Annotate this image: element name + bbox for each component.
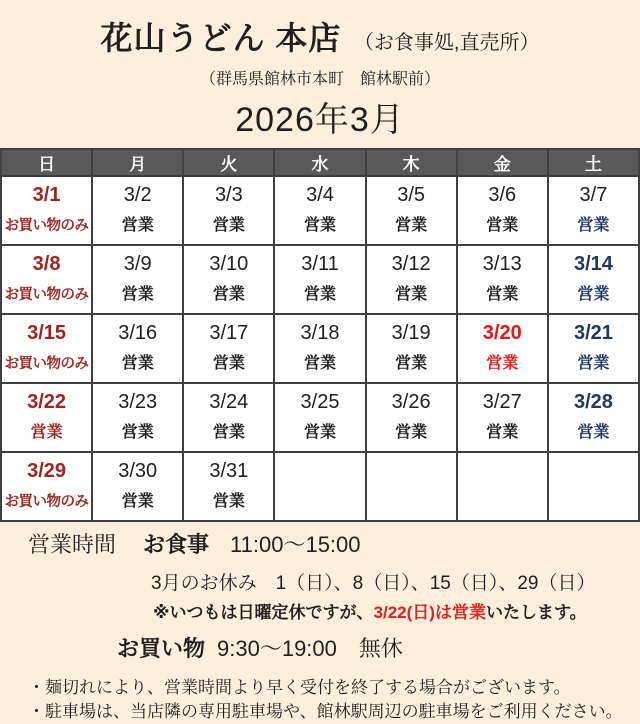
cell-status: お買い物のみ — [4, 494, 89, 510]
calendar-cell — [366, 452, 457, 521]
note-suffix: いたします。 — [485, 603, 587, 622]
cell-status: 営業 — [212, 286, 245, 303]
calendar-cell — [366, 314, 457, 383]
calendar-cell — [92, 452, 183, 521]
calendar-cell — [457, 314, 548, 383]
cell-date: 3/13 — [482, 253, 522, 275]
cell-date: 3/4 — [306, 184, 334, 206]
store-title-suffix: （お食事処,直売所） — [353, 32, 540, 54]
cell-status: 営業 — [212, 217, 245, 234]
weekday-header: 金 — [457, 149, 548, 176]
cell-date: 3/23 — [118, 391, 158, 413]
calendar-cell — [92, 176, 183, 245]
cell-status: 営業 — [121, 217, 154, 234]
cell-date: 3/11 — [301, 253, 339, 275]
calendar-cell — [548, 314, 639, 383]
weekday-header: 火 — [183, 149, 274, 176]
cell-status: 営業 — [303, 217, 336, 234]
calendar-cell — [274, 452, 365, 521]
cell-status: 営業 — [303, 286, 336, 303]
note-bullet: ・駐車場は、当店隣の専用駐車場や、館林駅周辺の駐車場をご利用ください。 — [28, 702, 623, 721]
cell-date: 3/8 — [32, 253, 61, 275]
calendar-cell — [183, 176, 274, 245]
calendar-cell — [548, 176, 639, 245]
cell-status: 営業 — [577, 286, 610, 303]
calendar-cell — [183, 245, 274, 314]
cell-date: 3/29 — [27, 460, 67, 482]
calendar-cell — [1, 452, 92, 521]
cell-date: 3/30 — [118, 460, 158, 482]
cell-status: お買い物のみ — [4, 356, 89, 372]
cell-date: 3/14 — [573, 253, 613, 275]
cell-status: 営業 — [577, 424, 610, 441]
calendar-cell — [1, 176, 92, 245]
calendar-cell — [457, 176, 548, 245]
month-title: 2026年3月 — [235, 101, 405, 139]
cell-status: 営業 — [395, 286, 428, 303]
info-section — [0, 528, 640, 724]
meal-label: お食事 — [143, 532, 210, 557]
cell-date: 3/9 — [123, 253, 152, 275]
cell-status: 営業 — [121, 424, 154, 441]
cell-date: 3/20 — [482, 322, 522, 344]
cell-status: 営業 — [395, 217, 428, 234]
calendar-cell — [92, 383, 183, 452]
cell-status: 営業 — [212, 424, 245, 441]
calendar-cell — [92, 314, 183, 383]
cell-status: 営業 — [212, 493, 245, 510]
cell-date: 3/6 — [488, 184, 517, 206]
calendar-cell — [457, 452, 548, 521]
holidays-line: 3月のお休み 1（日）、8（日）、15（日）、29（日） — [151, 573, 596, 594]
cell-date: 3/21 — [573, 322, 613, 344]
notes-list — [28, 676, 640, 724]
shop-line — [117, 632, 640, 663]
calendar-cell — [366, 383, 457, 452]
calendar-cell — [183, 452, 274, 521]
weekday-header: 日 — [1, 149, 92, 176]
weekday-header: 木 — [366, 149, 457, 176]
calendar-cell — [548, 452, 639, 521]
note-red-text: 3/22(日)は営業 — [373, 603, 486, 622]
cell-date: 3/3 — [214, 184, 243, 206]
cell-status: 営業 — [486, 424, 519, 441]
cell-date: 3/5 — [397, 184, 426, 206]
calendar-cell — [366, 245, 457, 314]
cell-date: 3/27 — [482, 391, 522, 413]
cell-date: 3/16 — [118, 322, 158, 344]
calendar-cell — [274, 383, 365, 452]
weekday-header: 水 — [274, 149, 365, 176]
calendar-cell — [1, 383, 92, 452]
calendar-cell — [1, 245, 92, 314]
cell-status: 営業 — [577, 217, 610, 234]
cell-status: 営業 — [303, 355, 336, 372]
cell-status: 営業 — [212, 355, 245, 372]
calendar-cell — [1, 314, 92, 383]
cell-status: 営業 — [577, 355, 610, 372]
cell-status: 営業 — [303, 424, 336, 441]
cell-status: 営業 — [395, 355, 428, 372]
cell-date: 3/19 — [391, 322, 431, 344]
calendar-cell — [548, 383, 639, 452]
calendar-cell — [366, 176, 457, 245]
store-title-text: 花山うどん 本店 — [100, 20, 342, 56]
calendar-cell — [274, 314, 365, 383]
meal-time: 11:00～15:00 — [230, 532, 361, 557]
cell-date: 3/22 — [27, 391, 67, 413]
calendar-cell — [92, 245, 183, 314]
calendar-cell — [274, 176, 365, 245]
shop-time: 9:30～19:00 無休 — [217, 636, 403, 661]
cell-date: 3/2 — [123, 184, 152, 206]
cell-status: お買い物のみ — [4, 218, 89, 234]
cell-date: 3/31 — [209, 460, 249, 482]
hours-line — [28, 528, 640, 559]
note-bullet: ・麺切れにより、営業時間より早く受付を終了する場合がございます。 — [28, 678, 571, 697]
cell-date: 3/25 — [300, 391, 340, 413]
calendar-cell — [183, 314, 274, 383]
weekday-header: 月 — [92, 149, 183, 176]
calendar-table — [0, 148, 640, 522]
cell-status: 営業 — [395, 424, 428, 441]
cell-date: 3/28 — [573, 391, 613, 413]
cell-date: 3/12 — [391, 253, 431, 275]
cell-date: 3/26 — [391, 391, 431, 413]
calendar-cell — [548, 245, 639, 314]
cell-status: 営業 — [486, 217, 519, 234]
calendar-cell — [457, 383, 548, 452]
cell-status: 営業 — [121, 286, 154, 303]
cell-status: お買い物のみ — [4, 287, 89, 303]
calendar-cell — [457, 245, 548, 314]
cell-status: 営業 — [486, 286, 519, 303]
cell-date: 3/15 — [27, 322, 67, 344]
cell-date: 3/18 — [300, 322, 340, 344]
calendar-cell — [183, 383, 274, 452]
shop-label: お買い物 — [117, 636, 206, 661]
cell-date: 3/24 — [209, 391, 249, 413]
note-line — [153, 598, 640, 623]
note-prefix: ※いつもは日曜定休ですが、 — [153, 603, 374, 622]
hours-label: 営業時間 — [28, 532, 117, 557]
cell-date: 3/17 — [209, 322, 249, 344]
cell-date: 3/10 — [209, 253, 249, 275]
cell-date: 3/7 — [579, 184, 608, 206]
store-address: （群馬県館林市本町 館林駅前） — [199, 71, 440, 88]
cell-status: 営業 — [121, 493, 154, 510]
calendar-cell — [274, 245, 365, 314]
cell-status: 営業 — [30, 424, 63, 441]
weekday-header: 土 — [548, 149, 639, 176]
cell-status: 営業 — [486, 355, 519, 372]
store-title — [0, 0, 640, 59]
cell-status: 営業 — [121, 355, 154, 372]
cell-date: 3/1 — [32, 184, 61, 206]
